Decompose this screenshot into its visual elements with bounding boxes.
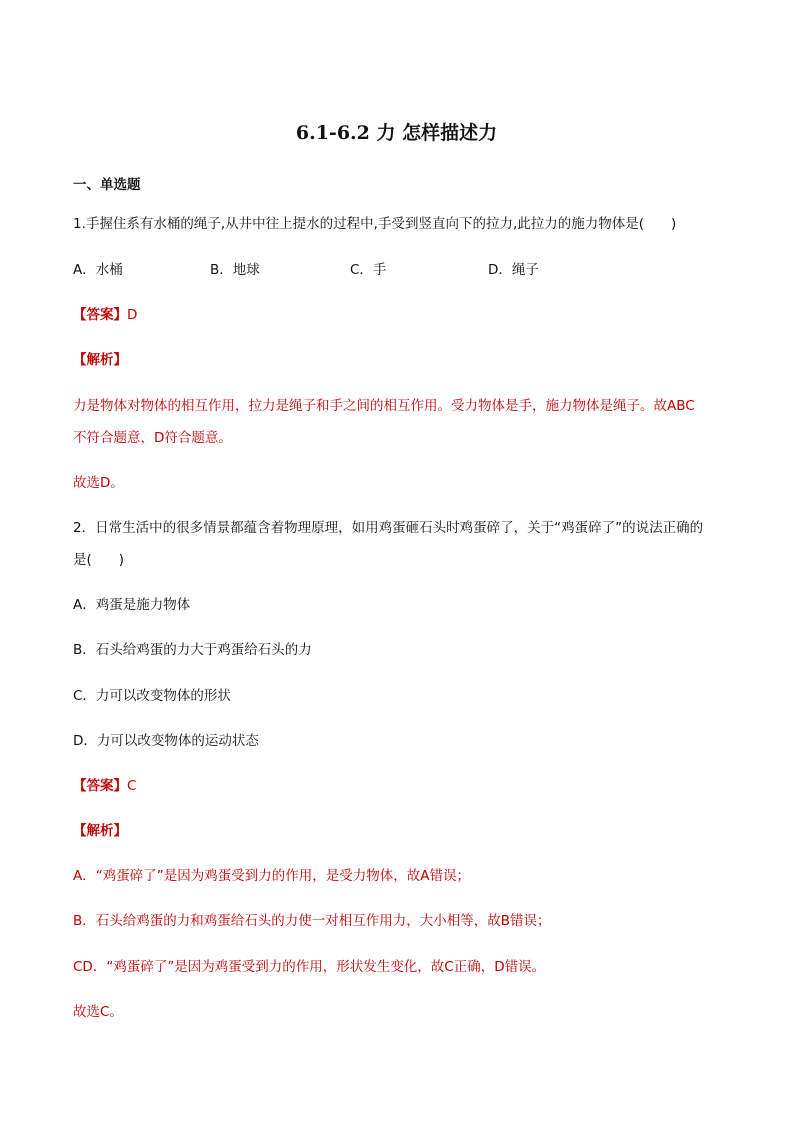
q2-analysis-line-cd: CD．“鸡蛋碎了”是因为鸡蛋受到力的作用，形状发生变化，故C正确，D错误。 xyxy=(73,959,546,975)
q2-analysis-line-b: B．石头给鸡蛋的力和鸡蛋给石头的力使一对相互作用力，大小相等，故B错误； xyxy=(73,913,551,929)
q2-stem-line-2: 是( ) xyxy=(73,552,125,568)
q2-conclusion: 故选C。 xyxy=(73,1004,123,1020)
q2-stem-line-1: 2．日常生活中的很多情景都蕴含着物理原理，如用鸡蛋砸石头时鸡蛋碎了，关于“鸡蛋碎了”的说法正确的 xyxy=(73,520,704,536)
q2-option-d: D．力可以改变物体的运动状态 xyxy=(73,733,259,749)
q2-answer-value: C xyxy=(127,778,137,794)
q2-answer-label: 【答案】 xyxy=(73,778,127,794)
q1-option-a: A．水桶 xyxy=(73,262,123,278)
q1-answer xyxy=(73,305,137,325)
q1-analysis-line-2: 不符合题意，D符合题意。 xyxy=(73,430,232,446)
q2-answer xyxy=(73,776,136,796)
q2-analysis-line-a: A．“鸡蛋碎了”是因为鸡蛋受到力的作用，是受力物体，故A错误； xyxy=(73,868,470,884)
document-title: 6.1-6.2 力 怎样描述力 xyxy=(295,122,498,144)
q1-analysis-label: 【解析】 xyxy=(73,352,127,368)
q1-stem: 1.手握住系有水桶的绳子,从井中往上提水的过程中,手受到竖直向下的拉力,此拉力的施力物体是( ) xyxy=(73,216,677,232)
q1-answer-value: D xyxy=(127,307,138,323)
q2-option-c: C．力可以改变物体的形状 xyxy=(73,688,231,704)
q1-option-d: D．绳子 xyxy=(488,262,539,278)
q1-conclusion: 故选D。 xyxy=(73,475,124,491)
q1-option-c: C．手 xyxy=(350,262,387,278)
section-heading: 一、单选题 xyxy=(73,177,141,193)
q2-analysis-label: 【解析】 xyxy=(73,823,127,839)
q2-option-b: B．石头给鸡蛋的力大于鸡蛋给石头的力 xyxy=(73,642,312,658)
q2-option-a: A．鸡蛋是施力物体 xyxy=(73,597,191,613)
q1-analysis-line-1: 力是物体对物体的相互作用，拉力是绳子和手之间的相互作用。受力物体是手，施力物体是绳子。故ABC xyxy=(73,398,695,414)
q1-answer-label: 【答案】 xyxy=(73,307,127,323)
q1-option-b: B．地球 xyxy=(210,262,260,278)
